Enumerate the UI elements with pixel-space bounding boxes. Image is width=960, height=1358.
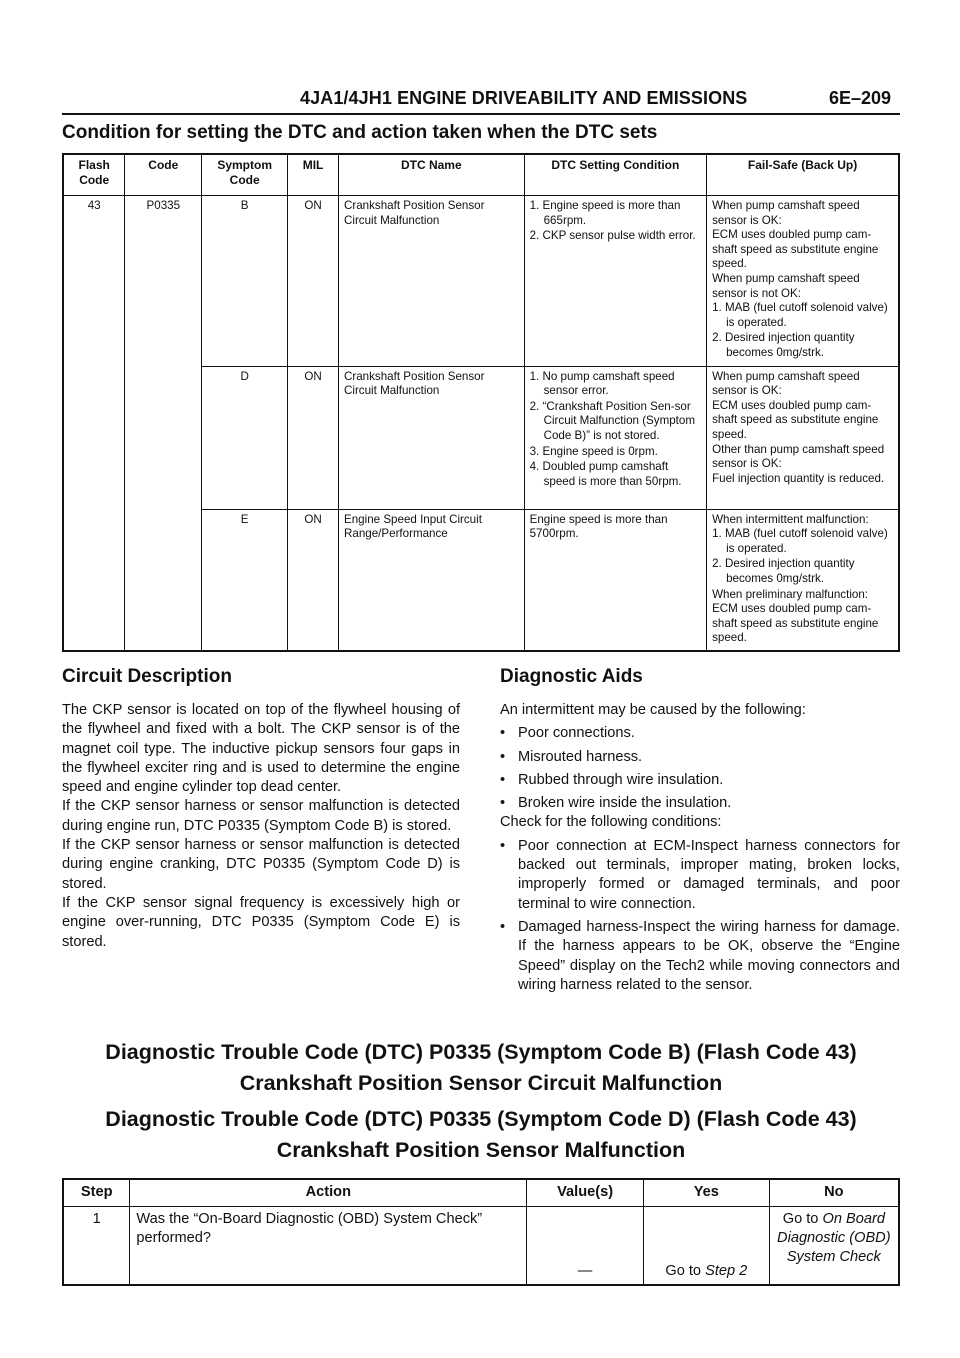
paragraph: An intermittent may be caused by the following: — [500, 702, 806, 718]
condition-item: 2. “Crankshaft Position Sen-sor Circuit Malfunction (Symptom Code B)” is not stored. — [529, 399, 696, 442]
col-header: Symptom Code — [202, 154, 288, 196]
col-header: No — [769, 1179, 899, 1207]
col-header: Step — [63, 1179, 130, 1207]
bullet-icon: • — [500, 795, 506, 812]
dtc-table — [62, 153, 900, 652]
paragraph: Check for the following conditions: — [500, 814, 722, 831]
dtc-title-d — [62, 1104, 900, 1166]
list-item: • Damaged harness-Inspect the wiring harness for damage. If the harness appears to be OK, observe the “Engine Speed” display on the Tech2 while moving connectors and wiring harness related to the sensor. — [500, 918, 900, 993]
section-title: Condition for setting the DTC and action taken when the DTC sets — [62, 122, 658, 143]
failsafe-text: Other than pump camshaft speed sensor is OK: — [712, 442, 885, 471]
setting-condition-cell: Engine speed is more than 5700rpm. — [524, 509, 706, 651]
symptom-cell: B — [202, 196, 288, 367]
dtc-name-cell: Engine Speed Input Circuit Range/Performance — [339, 509, 525, 651]
step-number: 1 — [63, 1207, 130, 1285]
failsafe-item: 2. Desired injection quantity becomes 0mg/strk. — [712, 331, 855, 359]
col-header: DTC Name — [339, 154, 525, 196]
condition-item: 3. Engine speed is 0rpm. — [529, 444, 658, 458]
bullet-icon: • — [500, 918, 506, 935]
step-no[interactable]: Go to On Board Diagnostic (OBD) System Check — [769, 1207, 899, 1285]
dtc-title-b — [62, 1037, 900, 1099]
setting-condition-cell — [524, 366, 706, 509]
col-header: Code — [125, 154, 202, 196]
code-cell: P0335 — [125, 196, 202, 651]
failsafe-cell — [707, 196, 899, 367]
list-item: • Poor connections. — [500, 724, 900, 743]
failsafe-item: 1. MAB (fuel cutoff solenoid valve) is operated. — [712, 301, 888, 329]
list-item: • Broken wire inside the insulation. — [500, 794, 900, 813]
failsafe-text: ECM uses doubled pump cam-shaft speed as substitute engine speed. — [712, 398, 879, 441]
dtc-name-cell: Crankshaft Position Sensor Circuit Malfunction — [339, 366, 525, 509]
bullet-icon: • — [500, 725, 506, 742]
title-line: Diagnostic Trouble Code (DTC) P0335 (Symptom Code B) (Flash Code 43) — [105, 1040, 857, 1064]
failsafe-text: When preliminary malfunction: — [712, 587, 869, 601]
title-line: Crankshaft Position Sensor Circuit Malfunction — [239, 1071, 723, 1095]
failsafe-text: ECM uses doubled pump cam-shaft speed as substitute engine speed. — [712, 228, 879, 271]
failsafe-text: When intermittent malfunction: — [712, 512, 869, 526]
condition-item: 4. Doubled pump camshaft speed is more than 50rpm. — [529, 460, 682, 488]
steps-table-header — [63, 1179, 899, 1207]
col-header: Flash Code — [63, 154, 125, 196]
condition-item: 2. CKP sensor pulse width error. — [529, 229, 696, 243]
table-row — [63, 1207, 899, 1285]
diagnostic-aids-heading: Diagnostic Aids — [500, 666, 643, 687]
col-header: Action — [130, 1179, 527, 1207]
header-rule — [62, 113, 900, 115]
diagnostic-aids — [500, 666, 900, 999]
list-item: • Misrouted harness. — [500, 748, 900, 767]
failsafe-text: When pump camshaft speed sensor is OK: — [712, 199, 860, 227]
failsafe-item: 2. Desired injection quantity becomes 0mg/strk. — [712, 557, 855, 585]
col-header: Fail-Safe (Back Up) — [707, 154, 899, 196]
col-header: Yes — [643, 1179, 769, 1207]
table-row — [63, 196, 899, 367]
flash-code-cell: 43 — [63, 196, 125, 651]
condition-item: 1. Engine speed is more than 665rpm. — [529, 199, 681, 227]
failsafe-item: 1. MAB (fuel cutoff solenoid valve) is operated. — [712, 527, 888, 555]
symptom-cell: D — [202, 366, 288, 509]
bullet-icon: • — [500, 771, 506, 788]
list-item: • Rubbed through wire insulation. — [500, 771, 900, 790]
failsafe-text: When pump camshaft speed sensor is OK: — [712, 369, 860, 398]
failsafe-text: Fuel injection quantity is reduced. — [712, 471, 885, 485]
page-number: 6E–209 — [829, 88, 892, 108]
no-link[interactable]: On Board Diagnostic (OBD) System Check — [777, 1211, 891, 1265]
title-line: Crankshaft Position Sensor Malfunction — [276, 1138, 686, 1162]
step-value: — — [527, 1207, 644, 1285]
paragraph: If the CKP sensor harness or sensor malfunction is detected during engine cranking, DTC P0335 (Symptom Code D) is stored. — [62, 837, 460, 892]
steps-table — [62, 1178, 900, 1286]
bullet-icon: • — [500, 748, 506, 765]
list-item: • Poor connection at ECM-Inspect harness connectors for backed out terminals, improper mating, broken locks, improperly formed or damaged terminals, and poor terminal to wire connection. — [500, 837, 900, 912]
symptom-cell: E — [202, 509, 288, 651]
failsafe-text: ECM uses doubled pump cam-shaft speed as substitute engine speed. — [712, 602, 879, 645]
step-action: Was the “On-Board Diagnostic (OBD) System Check” performed? — [130, 1207, 527, 1285]
failsafe-text: When pump camshaft speed sensor is not OK: — [712, 271, 860, 300]
title-line: Diagnostic Trouble Code (DTC) P0335 (Symptom Code D) (Flash Code 43) — [105, 1107, 857, 1131]
failsafe-cell — [707, 366, 899, 509]
failsafe-cell — [707, 509, 899, 651]
paragraph: If the CKP sensor signal frequency is excessively high or engine over-running, DTC P0335 (Symptom Code E) is stored. — [62, 894, 460, 950]
mil-cell: ON — [288, 509, 339, 651]
dtc-table-header — [63, 154, 899, 196]
dtc-name-cell: Crankshaft Position Sensor Circuit Malfunction — [339, 196, 525, 367]
bullet-icon: • — [500, 837, 506, 854]
setting-condition-cell — [524, 196, 706, 367]
step-yes[interactable]: Go to Step 2 — [643, 1207, 769, 1285]
mil-cell: ON — [288, 366, 339, 509]
paragraph: The CKP sensor is located on top of the flywheel housing of the flywheel and fixed with a bolt. The CKP sensor is of the magnet coil type. The inductive pickup sensors four gaps in the flywheel exciter ring and is used to determine the engine speed and engine cylinder top dead center. — [62, 702, 460, 796]
header-title: 4JA1/4JH1 ENGINE DRIVEABILITY AND EMISSIONS — [300, 88, 748, 108]
circuit-description-heading: Circuit Description — [62, 666, 232, 687]
col-header: MIL — [288, 154, 339, 196]
paragraph: If the CKP sensor harness or sensor malfunction is detected during engine run, DTC P0335 (Symptom Code B) is stored. — [62, 798, 460, 834]
condition-item: 1. No pump camshaft speed sensor error. — [529, 369, 675, 398]
circuit-description — [62, 666, 460, 952]
col-header: Value(s) — [527, 1179, 644, 1207]
yes-link[interactable]: Step 2 — [705, 1262, 748, 1279]
mil-cell: ON — [288, 196, 339, 367]
col-header: DTC Setting Condition — [524, 154, 706, 196]
